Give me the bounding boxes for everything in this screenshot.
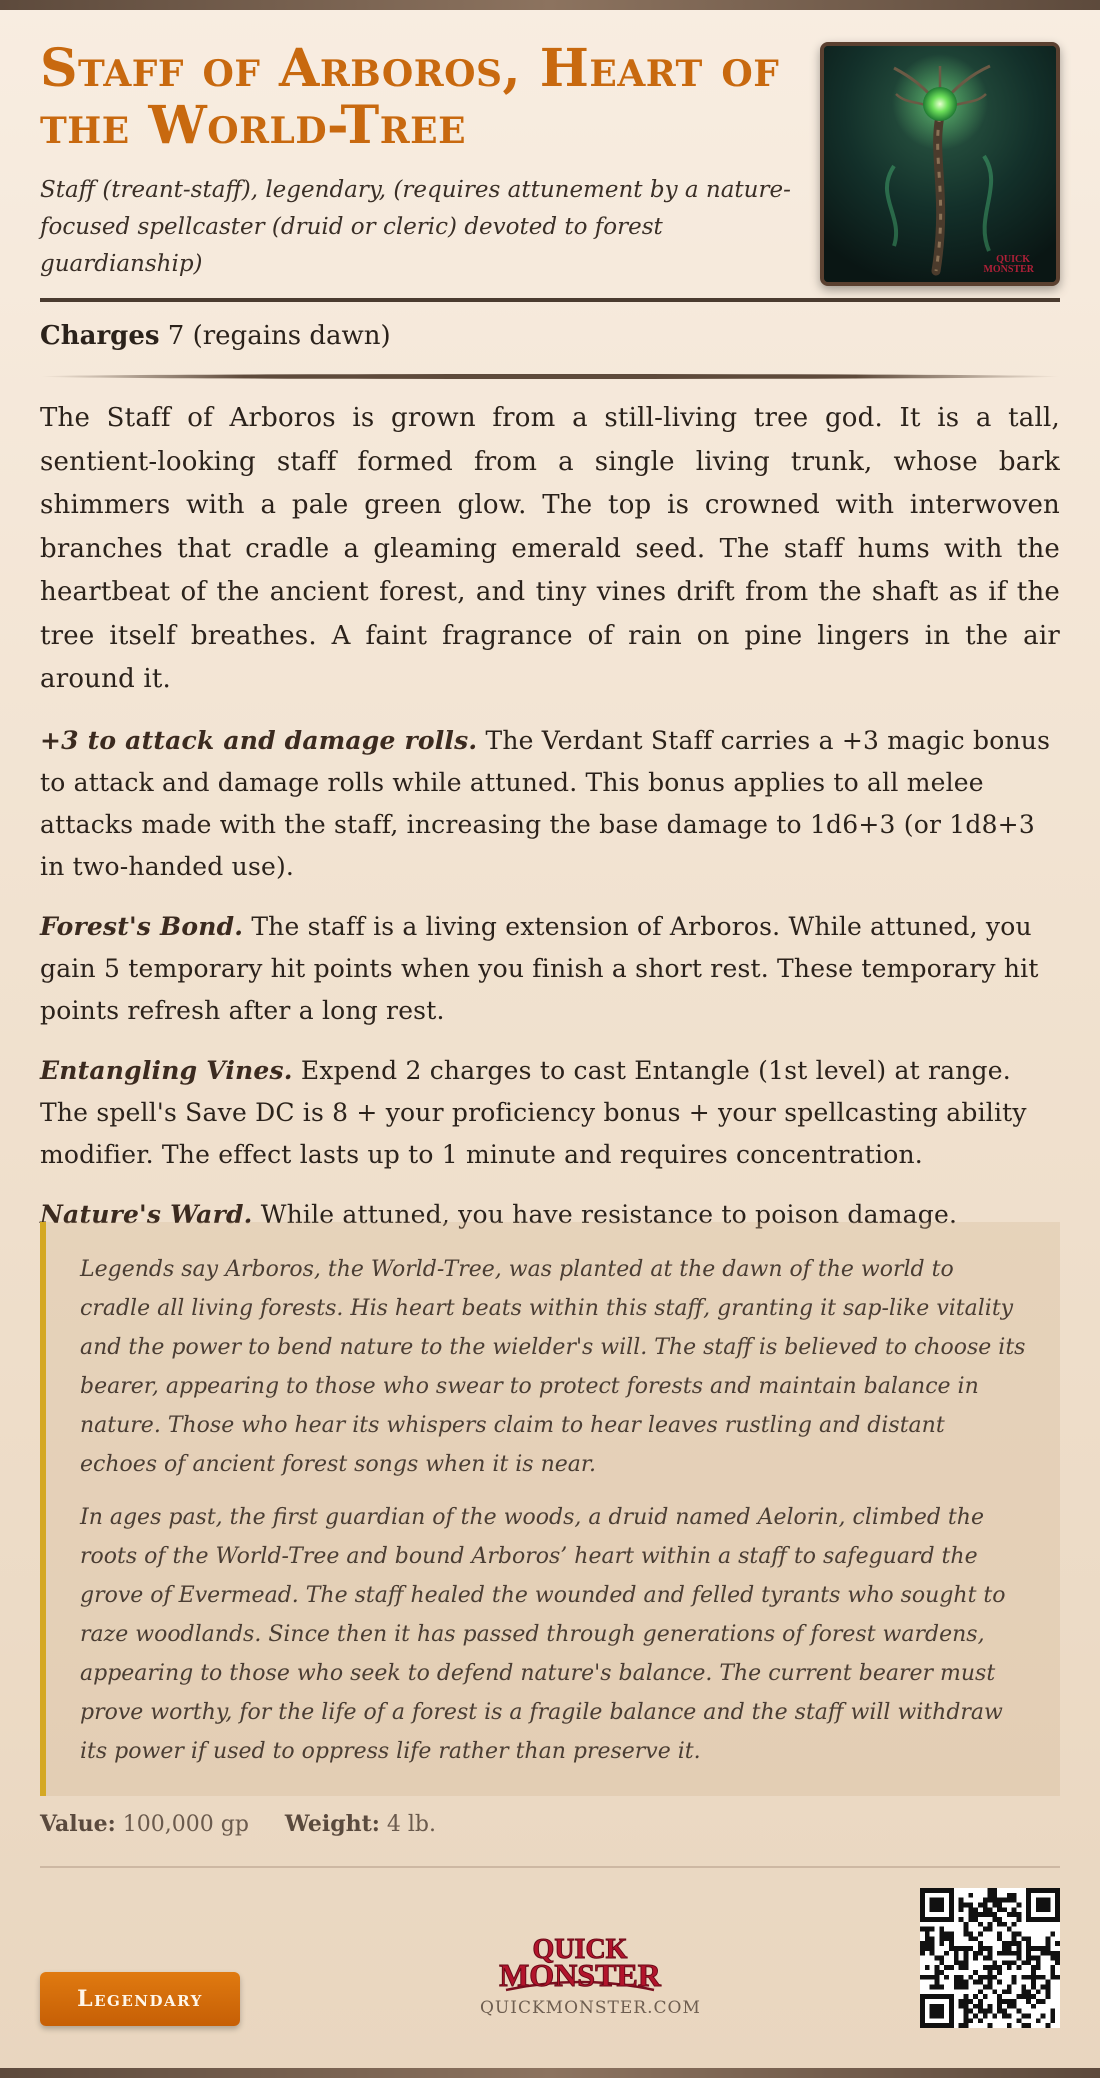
property-text: The staff is a living extension of Arboros. While attuned, you gain 5 temporary hit points when you finish a short rest. These temporary hit points refresh after a long rest. xyxy=(40,911,1039,1025)
svg-text:QUICK: QUICK xyxy=(532,1934,628,1965)
lore-quote xyxy=(40,1222,1060,1796)
value-label: Value: xyxy=(40,1811,116,1837)
svg-text:QUICK: QUICK xyxy=(996,254,1030,265)
lore-paragraph: In ages past, the first guardian of the woods, a druid named Aelorin, climbed the roots of the World-Tree and bound Arboros’ heart within a staff to safeguard the grove of Evermead. The staff healed the wounded and felled tyrants who sought to raze woodlands. Since then it has passed through generations of forest wardens, appearing to those who seek to defend nature's balance. The current bearer must prove worthy, for the life of a forest is a fragile balance and the staff will withdraw its power if used to oppress life rather than preserve it. xyxy=(80,1505,1006,1764)
property-name: Nature's Ward. xyxy=(40,1199,253,1229)
property-text: While attuned, you have resistance to poison damage. xyxy=(260,1199,958,1229)
brand-logo[interactable] xyxy=(480,1930,701,2018)
item-subtitle: Staff (treant-staff), legendary, (requires attunement by a nature-focused spellcaster (druid or cleric) devoted to forest guardianship) xyxy=(40,177,791,277)
charges-value: 7 (regains dawn) xyxy=(167,321,391,351)
item-header xyxy=(40,0,1060,300)
charges-line xyxy=(40,316,391,356)
weight-label: Weight: xyxy=(284,1811,380,1837)
item-meta xyxy=(40,1806,436,1843)
property-entangling-vines xyxy=(40,1050,1060,1176)
item-title: Staff of Arboros, Heart of the World-Tree xyxy=(40,38,780,156)
value-amount: 100,000 gp xyxy=(122,1812,249,1837)
lore-paragraph: Legends say Arboros, the World-Tree, was planted at the dawn of the world to cradle all living forests. His heart beats within this staff, granting it sap-like vitality and the power to bend nature to the wielder's will. The staff is believed to choose its bearer, appearing to those who swear to protect forests and maintain balance in nature. Those who hear its whispers claim to hear leaves rustling and distant echoes of ancient forest songs when it is near. xyxy=(80,1257,1026,1477)
charges-divider xyxy=(40,374,1060,379)
item-image xyxy=(820,42,1060,286)
item-description: The Staff of Arboros is grown from a still-living tree god. It is a tall, sentient-looking staff formed from a single living trunk, whose bark shimmers with a pale green glow. The top is crowned with interwoven branches that cradle a gleaming emerald seed. The staff hums with the heartbeat of the ancient forest, and tiny vines drift from the shaft as if the tree itself breathes. A faint fragrance of rain on pine lingers in the air around it. xyxy=(40,403,1060,694)
property-forests-bond xyxy=(40,906,1060,1032)
property-text: The Verdant Staff carries a +3 magic bonus to attack and damage rolls while attuned. This bonus applies to all melee attacks made with the staff, increasing the base damage to 1d6+3 (or 1d8+3 in two-handed use). xyxy=(40,725,1051,881)
brand-url[interactable]: QUICKMONSTER.COM xyxy=(480,1998,701,2018)
property-name: +3 to attack and damage rolls. xyxy=(40,725,478,755)
property-text: Expend 2 charges to cast Entangle (1st level) at range. The spell's Save DC is 8 + your proficiency bonus + your spellcasting ability modifier. The effect lasts up to 1 minute and requires concentration. xyxy=(40,1055,1027,1169)
bottom-border xyxy=(0,2068,1100,2078)
property-name: Forest's Bond. xyxy=(40,911,244,941)
property-name: Entangling Vines. xyxy=(40,1055,293,1085)
svg-text:MONSTER: MONSTER xyxy=(499,1957,661,1993)
quickmonster-logo-icon xyxy=(480,1930,680,1996)
weight-amount: 4 lb. xyxy=(386,1812,436,1837)
charges-label: Charges xyxy=(40,321,160,351)
property-attack-bonus xyxy=(40,720,1060,888)
footer-divider xyxy=(40,1866,1060,1868)
staff-illustration-icon xyxy=(824,46,1056,282)
svg-text:MONSTER: MONSTER xyxy=(983,264,1034,275)
rarity-badge: Legendary xyxy=(40,1972,240,2026)
header-divider xyxy=(40,298,1060,302)
qr-code-icon[interactable] xyxy=(920,1888,1060,2028)
item-body xyxy=(40,397,1060,1254)
item-card xyxy=(40,0,1060,2018)
